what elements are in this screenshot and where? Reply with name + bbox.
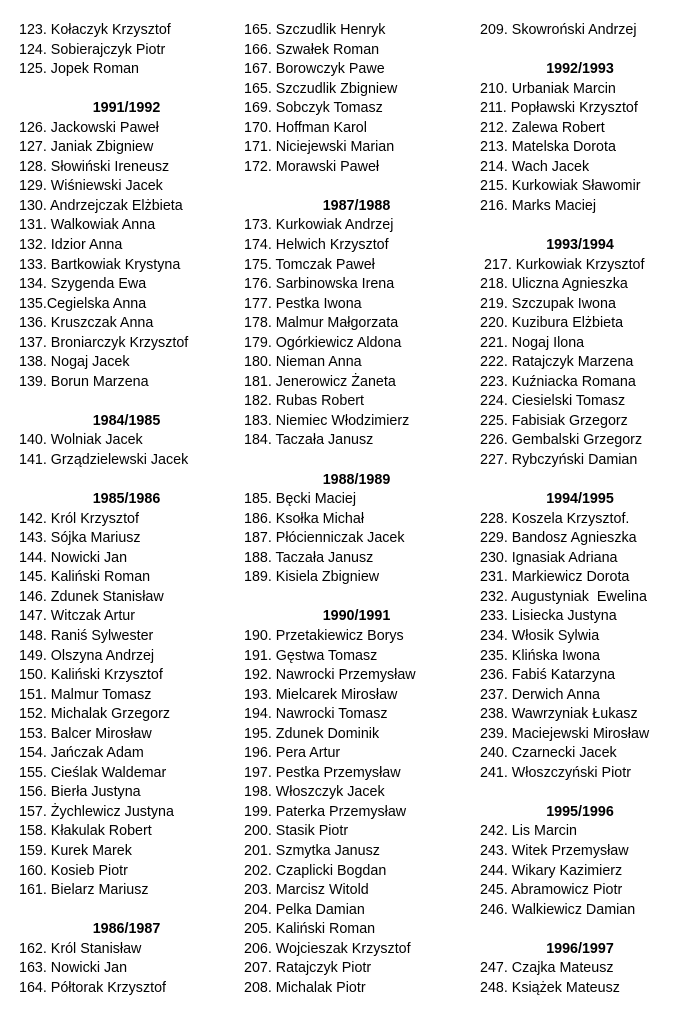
list-item: 153. Balcer Mirosław (19, 725, 152, 742)
list-item: 245. Abramowicz Piotr (480, 882, 623, 899)
season-heading: 1986/1987 (92, 921, 161, 938)
season-heading: 1993/1994 (546, 237, 614, 254)
list-item: 165. Szczudlik Henryk (244, 22, 386, 38)
list-item: 160. Kosieb Piotr (19, 862, 128, 879)
list-item: 221. Nogaj Ilona (480, 334, 585, 351)
list-item: 208. Michalak Piotr (244, 979, 366, 996)
list-item: 198. Włoszczyk Jacek (244, 784, 385, 801)
list-item: 176. Sarbinowska Irena (244, 276, 395, 293)
list-item: 243. Witek Przemysław (480, 842, 629, 859)
list-item: 173. Kurkowiak Andrzej (244, 217, 394, 234)
list-item: 233. Lisiecka Justyna (480, 608, 617, 625)
list-item: 218. Uliczna Agnieszka (480, 276, 628, 293)
list-item: 210. Urbaniak Marcin (480, 80, 616, 97)
spacer (19, 80, 234, 100)
list-item: 129. Wiśniewski Jacek (19, 178, 163, 195)
list-item: 127. Janiak Zbigniew (19, 139, 154, 156)
list-item: 177. Pestka Iwona (244, 295, 362, 312)
list-item: 181. Jenerowicz Żaneta (244, 373, 396, 390)
list-item: 155. Cieślak Waldemar (19, 764, 167, 781)
spacer (19, 471, 234, 491)
list-item: 195. Zdunek Dominik (244, 725, 380, 742)
list-item: 202. Czaplicki Bogdan (244, 862, 387, 879)
list-item: 206. Wojcieszak Krzysztof (244, 940, 411, 957)
list-item: 193. Mielcarek Mirosław (244, 686, 398, 703)
list-item: 214. Wach Jacek (480, 158, 590, 175)
list-item: 128. Słowiński Ireneusz (19, 158, 170, 175)
list-item: 240. Czarnecki Jacek (480, 745, 617, 762)
column-3 (480, 21, 680, 998)
list-item: 154. Jańczak Adam (19, 745, 144, 762)
list-item: 170. Hoffman Karol (244, 119, 367, 136)
list-item: 163. Nowicki Jan (19, 960, 128, 977)
list-item: 227. Rybczyński Damian (480, 452, 638, 469)
list-item: 164. Półtorak Krzysztof (19, 979, 167, 996)
list-item: 236. Fabiś Katarzyna (480, 667, 616, 684)
list-item: 219. Szczupak Iwona (480, 295, 616, 312)
list-item: 228. Koszela Krzysztof. (480, 510, 630, 527)
list-item: 174. Helwich Krzysztof (244, 237, 389, 254)
list-item: 213. Matelska Dorota (480, 139, 616, 156)
list-item: 186. Ksołka Michał (244, 510, 364, 527)
list-item: 147. Witczak Artur (19, 608, 136, 625)
season-heading: 1994/1995 (546, 491, 614, 508)
list-item: 199. Paterka Przemysław (244, 803, 407, 820)
list-item: 230. Ignasiak Adriana (480, 549, 618, 566)
spacer (19, 901, 234, 921)
list-item: 234. Włosik Sylwia (480, 627, 600, 644)
list-item: 197. Pestka Przemysław (244, 764, 401, 781)
list-item: 201. Szmytka Janusz (244, 842, 380, 859)
spacer (19, 392, 234, 412)
list-item: 242. Lis Marcin (480, 823, 577, 840)
list-item: 142. Król Krzysztof (19, 510, 139, 527)
list-item: 180. Nieman Anna (244, 354, 362, 371)
list-item: 203. Marcisz Witold (244, 882, 369, 899)
list-item: 224. Ciesielski Tomasz (480, 393, 626, 410)
list-item: 156. Bierła Justyna (19, 784, 141, 801)
list-item: 194. Nawrocki Tomasz (244, 706, 388, 723)
season-heading: 1990/1991 (322, 608, 391, 625)
list-item: 124. Sobierajczyk Piotr (19, 41, 166, 58)
list-item: 123. Kołaczyk Krzysztof (19, 22, 171, 38)
list-item: 166. Szwałek Roman (244, 41, 380, 58)
spacer (480, 920, 680, 940)
list-item: 149. Olszyna Andrzej (19, 647, 155, 664)
list-item: 137. Broniarczyk Krzysztof (19, 334, 189, 351)
list-item: 175. Tomczak Paweł (244, 256, 375, 273)
list-item: 157. Żychlewicz Justyna (19, 803, 174, 820)
season-heading: 1996/1997 (546, 940, 614, 957)
season-heading: 1984/1985 (92, 412, 161, 429)
column-2 (244, 21, 469, 998)
list-item: 132. Idzior Anna (19, 237, 123, 254)
list-item: 237. Derwich Anna (480, 686, 601, 703)
season-heading: 1991/1992 (92, 100, 161, 117)
list-item: 188. Taczała Janusz (244, 549, 374, 566)
list-item: 159. Kurek Marek (19, 842, 132, 859)
list-item: 200. Stasik Piotr (244, 823, 349, 840)
list-item: 152. Michalak Grzegorz (19, 706, 170, 723)
list-item: 125. Jopek Roman (19, 61, 140, 78)
list-item: 196. Pera Artur (244, 745, 341, 762)
list-item: 191. Gęstwa Tomasz (244, 647, 378, 664)
list-item: 126. Jackowski Paweł (19, 119, 159, 136)
list-item: 158. Kłakulak Robert (19, 823, 152, 840)
list-item: 232. Augustyniak Ewelina (480, 588, 647, 605)
list-item: 150. Kaliński Krzysztof (19, 667, 163, 684)
list-item: 165. Szczudlik Zbigniew (244, 80, 398, 97)
list-item: 190. Przetakiewicz Borys (244, 627, 404, 644)
list-item: 143. Sójka Mariusz (19, 530, 141, 547)
list-item: 235. Klińska Iwona (480, 647, 601, 664)
list-item: 133. Bartkowiak Krystyna (19, 256, 181, 273)
list-item: 192. Nawrocki Przemysław (244, 667, 416, 684)
list-item: 138. Nogaj Jacek (19, 354, 130, 371)
list-item: 205. Kaliński Roman (244, 921, 376, 938)
list-item: 229. Bandosz Agnieszka (480, 530, 637, 547)
list-item: 239. Maciejewski Mirosław (480, 725, 650, 742)
list-item: 178. Malmur Małgorzata (244, 315, 399, 332)
season-heading: 1987/1988 (322, 197, 391, 214)
list-item: 162. Król Stanisław (19, 940, 142, 957)
spacer (480, 216, 680, 236)
list-item: 134. Szygenda Ewa (19, 276, 147, 293)
list-item: 241. Włoszczyński Piotr (480, 764, 631, 781)
list-item: 141. Grządzielewski Jacek (19, 452, 189, 469)
list-item: 238. Wawrzyniak Łukasz (480, 706, 638, 723)
list-item: 187. Płócienniczak Jacek (244, 530, 405, 547)
list-item: 145. Kaliński Roman (19, 569, 151, 586)
list-item: 204. Pelka Damian (244, 901, 365, 918)
spacer (480, 471, 680, 491)
list-item: 211. Popławski Krzysztof (480, 100, 638, 117)
list-item: 223. Kuźniacka Romana (480, 373, 636, 390)
list-item: 179. Ogórkiewicz Aldona (244, 334, 402, 351)
list-item: 169. Sobczyk Tomasz (244, 100, 383, 117)
spacer (244, 451, 469, 471)
list-item: 139. Borun Marzena (19, 373, 149, 390)
list-item: 161. Bielarz Mariusz (19, 882, 149, 899)
list-item: 140. Wolniak Jacek (19, 432, 143, 449)
list-item: 182. Rubas Robert (244, 393, 365, 410)
list-item: 130. Andrzejczak Elżbieta (19, 197, 183, 214)
list-item: 189. Kisiela Zbigniew (244, 569, 380, 586)
list-item: 184. Taczała Janusz (244, 432, 374, 449)
season-heading: 1988/1989 (322, 471, 391, 488)
spacer (480, 783, 680, 803)
season-heading: 1995/1996 (546, 803, 614, 820)
list-item: 167. Borowczyk Pawe (244, 61, 385, 78)
season-heading: 1992/1993 (546, 61, 614, 78)
list-item: 216. Marks Maciej (480, 197, 597, 214)
list-item: 144. Nowicki Jan (19, 549, 128, 566)
list-item: 215. Kurkowiak Sławomir (480, 178, 641, 195)
spacer (244, 177, 469, 197)
list-item: 136. Kruszczak Anna (19, 315, 154, 332)
column-1 (19, 21, 234, 998)
list-item: 171. Niciejewski Marian (244, 139, 395, 156)
list-item: 226. Gembalski Grzegorz (480, 432, 643, 449)
season-heading: 1985/1986 (92, 491, 161, 508)
list-item: 231. Markiewicz Dorota (480, 569, 630, 586)
list-item: 247. Czajka Mateusz (480, 960, 614, 977)
list-item: 183. Niemiec Włodzimierz (244, 412, 410, 429)
list-item: 151. Malmur Tomasz (19, 686, 152, 703)
list-item: 225. Fabisiak Grzegorz (480, 412, 628, 429)
list-item: 248. Książek Mateusz (480, 979, 620, 996)
spacer (244, 588, 469, 608)
list-item: 217. Kurkowiak Krzysztof (480, 256, 645, 273)
spacer (480, 41, 680, 61)
list-item: 148. Raniś Sylwester (19, 627, 154, 644)
list-item: 131. Walkowiak Anna (19, 217, 156, 234)
list-item: 209. Skowroński Andrzej (480, 22, 637, 38)
list-item: 222. Ratajczyk Marzena (480, 354, 634, 371)
list-item: 212. Zalewa Robert (480, 119, 605, 136)
list-item: 207. Ratajczyk Piotr (244, 960, 372, 977)
list-item: 135.Cegielska Anna (19, 295, 147, 312)
list-item: 246. Walkiewicz Damian (480, 901, 636, 918)
list-item: 185. Bęcki Maciej (244, 491, 357, 508)
list-item: 244. Wikary Kazimierz (480, 862, 623, 879)
list-item: 172. Morawski Paweł (244, 158, 380, 175)
list-item: 220. Kuzibura Elżbieta (480, 315, 624, 332)
list-item: 146. Zdunek Stanisław (19, 588, 164, 605)
